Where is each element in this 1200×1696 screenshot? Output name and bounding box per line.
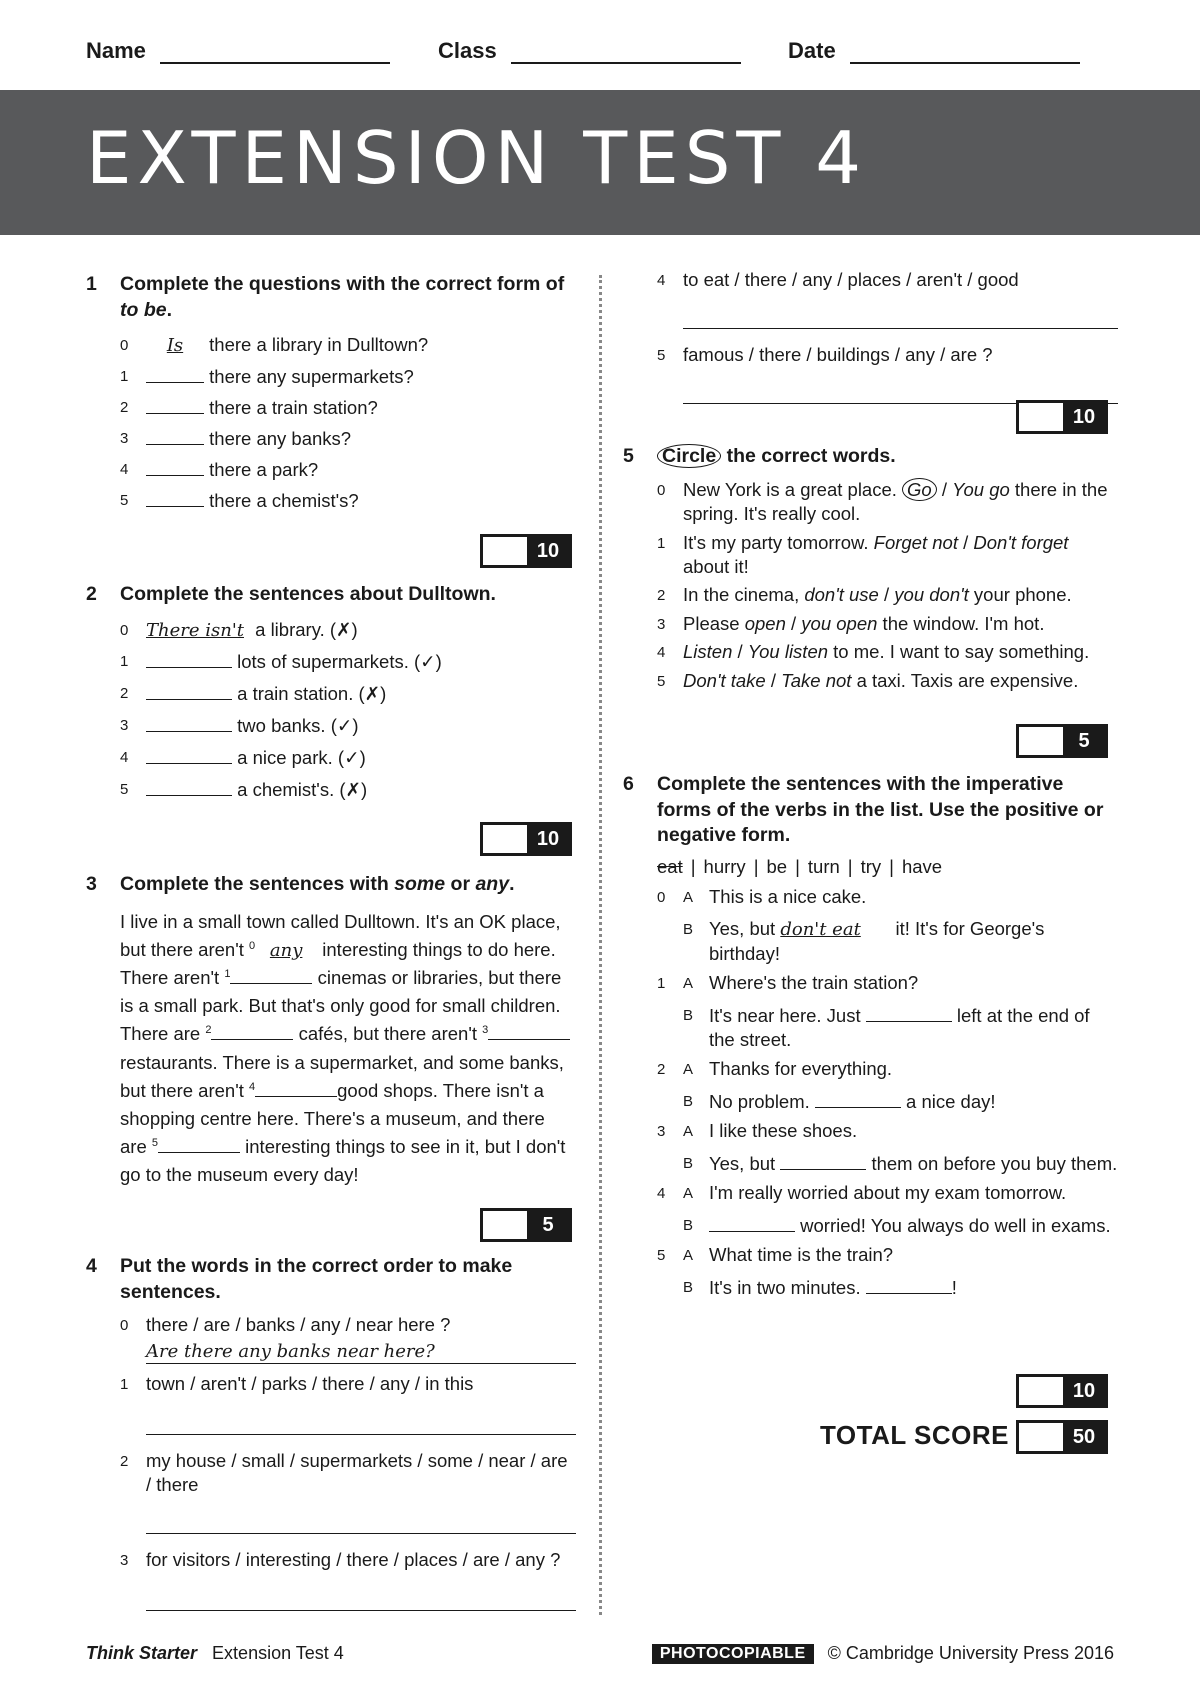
max-score: 10 [527,537,569,565]
exercise-5 [623,444,1118,772]
score-box[interactable] [1016,400,1108,434]
option[interactable]: Don't forget [973,531,1069,553]
word-list: eat | hurry | be | turn | try | have [657,856,943,878]
item-number: 2 [657,587,666,605]
max-score: 5 [1063,727,1105,755]
exercise-3-instruction: Complete the sentences with some or any. [120,873,515,895]
item-text: my house / small / supermarkets / some / near / are / there [146,1449,568,1495]
list-item [120,618,576,642]
score-box[interactable] [1016,724,1108,758]
exercise-6-dialogues [657,885,1118,1300]
list-item [657,343,1118,404]
option[interactable]: Take not [781,669,852,691]
answer-blank[interactable] [815,1089,901,1108]
exercise-5-heading [623,444,1118,470]
book-title: Think Starter [86,1643,198,1663]
total-score-box[interactable] [1016,1420,1108,1454]
item-text: famous / there / buildings / any / are ? [683,344,993,366]
list-item [120,364,576,389]
list-item: 5 Don't take / Take not a taxi. Taxis are expensive. [657,669,1118,693]
answer-blank[interactable] [866,1275,952,1294]
answer-blank[interactable] [146,457,204,476]
answer-blank[interactable] [146,745,232,764]
example-answer: any [269,939,303,961]
option[interactable]: you don't [894,584,969,606]
item-text: there any supermarkets? [209,365,414,387]
example-answer: There isn't [146,619,244,641]
cloze-paragraph: I live in a small town called Dulltown. It's an OK place, but there aren't $^0$ any interesting things to do here. There aren't $^1$ cinemas or libraries, but there is a small park. But that's only good for small children. There are $^2$ cafés, but there aren't $^3$ restaurants. There is a supermarket, and some banks, but there aren't $^4$ good shops. There isn't a shopping centre here. There's a museum, and there are $^5$ interesting things to see in it, but I don't go to the museum every day! [120,908,576,1189]
answer-blank[interactable] [230,965,312,984]
example-answer: don't eat [780,919,861,941]
item-number: 5 [120,781,129,799]
list-item: 4 Listen / You listen to me. I want to say something. [657,640,1118,664]
exercise-4-heading [86,1254,576,1305]
item-text: there / are / banks / any / near here ? [146,1314,451,1336]
date-field[interactable] [788,38,1080,64]
list-item [120,395,576,420]
item-number: 3 [120,429,129,447]
score-box[interactable] [1016,1374,1108,1408]
answer-blank[interactable] [709,1213,795,1232]
dialogue: 3 A I like these shoes. B Yes, but them on before you buy them. [657,1119,1118,1175]
list-item: 3 Please open / you open the window. I'm hot. [657,612,1118,636]
option[interactable]: don't use [804,584,879,606]
class-line[interactable] [511,40,741,64]
item-number: 0 [657,481,666,499]
item-number: 5 [120,492,129,510]
exercise-1-instruction: Complete the questions with the correct form of to be. [120,273,565,321]
option[interactable]: open [744,612,786,634]
answer-blank[interactable] [146,488,204,507]
exercise-number: 6 [623,773,634,795]
list-item [120,457,576,482]
date-line[interactable] [850,40,1080,64]
list-item [657,268,1118,329]
dialogue: 5 A What time is the train? B It's in two minutes. ! [657,1244,957,1299]
dialogue: 2 A Thanks for everything. B No problem. a nice day! [657,1057,996,1112]
total-max-score: 50 [1063,1423,1105,1451]
answer-blank[interactable] [866,1003,952,1022]
exercise-5-instruction: Circle the correct words. [657,444,896,470]
list-item [120,713,576,738]
word-item: try [860,856,882,878]
title-banner [0,90,1200,235]
dialogue: 4 A I'm really worried about my exam tomorrow. B worried! You always do well in exams. [657,1182,1111,1237]
score-box[interactable] [480,822,572,856]
answer-blank[interactable] [211,1021,293,1040]
answer-line[interactable] [683,308,1118,329]
item-number: 0 [120,1317,129,1335]
item-number: 2 [120,685,129,703]
item-text: there a chemist's? [209,490,359,512]
example-answer: Are there any banks near here? [146,1340,576,1364]
score-entry[interactable] [1019,727,1063,755]
exercise-number: 5 [623,445,634,467]
item-text: a library. (✗) [255,618,358,640]
exercise-2-items [120,618,576,803]
item-number: 5 [657,672,666,690]
item-number: 3 [120,717,129,735]
item-number: 5 [657,347,666,365]
item-text: a train station. (✗) [237,683,387,705]
answer-line[interactable] [146,1513,576,1534]
answer-blank[interactable] [488,1021,570,1040]
word-item: eat [657,856,683,878]
item-number: 2 [120,1452,129,1470]
list-item [120,1313,576,1363]
list-item [120,777,576,802]
exercise-1 [86,272,576,582]
answer-line[interactable] [146,1590,576,1611]
list-item [120,1449,576,1534]
score-box[interactable] [480,1208,572,1242]
score-entry[interactable] [1019,403,1063,431]
item-number: 1 [120,367,129,385]
name-line[interactable] [160,40,390,64]
max-score: 10 [1063,1377,1105,1405]
max-score: 10 [1063,403,1105,431]
list-item: 0 New York is a great place. Go / You go there in the spring. It's really cool. [657,478,1118,527]
list-item [120,745,576,770]
item-text: a chemist's. (✗) [237,779,368,801]
item-text: there any banks? [209,427,352,449]
exercise-number: 2 [86,583,97,605]
photocopiable-badge: PHOTOCOPIABLE [652,1644,814,1664]
list-item: 1 It's my party tomorrow. Forget not / Don't forget about it! [657,531,1118,580]
word-item: have [901,856,943,878]
item-number: 1 [120,653,129,671]
exercise-4-continued [623,268,1118,444]
list-item [120,1372,576,1435]
list-item [120,488,576,513]
exercise-1-items [120,333,576,513]
name-label: Name [86,38,146,63]
column-divider [599,275,602,1615]
example-answer: Is [166,335,184,357]
option[interactable]: Listen [683,641,733,663]
student-info-header [86,38,1114,70]
answer-blank[interactable] [255,1078,337,1097]
list-item [120,426,576,451]
option[interactable]: you open [801,612,878,634]
date-label: Date [788,38,836,63]
answer-blank[interactable] [146,649,232,668]
item-text: there a library in Dulltown? [209,334,429,356]
dialogue: 1 A Where's the train station? B It's near here. Just left at the end of the street. [657,971,1090,1050]
max-score: 5 [527,1211,569,1239]
item-number: 3 [120,1552,129,1570]
exercise-number: 1 [86,273,97,295]
word-item: hurry [703,856,746,878]
exercise-4-items [120,1313,576,1611]
list-item [120,649,576,674]
exercise-2 [86,582,576,872]
score-entry[interactable] [483,825,527,853]
word-item: be [766,856,788,878]
left-column [86,272,576,1611]
name-field[interactable] [86,38,390,64]
copyright: © Cambridge University Press 2016 [827,1643,1114,1663]
item-number: 4 [120,749,129,767]
list-item [120,1548,576,1611]
score-entry[interactable] [483,1211,527,1239]
word-item: turn [807,856,840,878]
max-score: 10 [527,825,569,853]
item-text: to eat / there / any / places / aren't / good [683,269,1019,290]
item-number: 1 [657,534,666,552]
page-footer [86,1643,1114,1669]
page-title: EXTENSION TEST 4 [86,116,868,200]
answer-blank[interactable] [158,1134,240,1153]
class-field[interactable] [438,38,741,64]
right-column [623,268,1118,1300]
answer-blank[interactable] [146,395,204,414]
list-item: 2 In the cinema, don't use / you don't your phone. [657,583,1118,607]
list-item [120,681,576,706]
item-number: 4 [120,461,129,478]
exercise-5-items [657,478,1118,693]
item-number: 4 [657,272,666,289]
score-entry[interactable] [483,537,527,565]
item-number: 2 [120,398,129,416]
item-text: there a train station? [209,396,378,418]
score-box[interactable] [480,534,572,568]
item-number: 0 [120,337,129,355]
exercise-1-heading [86,272,576,323]
answer-blank[interactable] [146,777,232,796]
option[interactable]: Don't take [683,669,766,691]
item-number: 4 [657,644,666,662]
exercise-4 [86,1254,576,1611]
score-entry[interactable] [1019,1377,1063,1405]
total-score-label: TOTAL SCORE [820,1420,1009,1450]
answer-blank[interactable] [780,1151,866,1170]
exercise-2-heading [86,582,576,608]
answer-blank[interactable] [146,713,232,732]
option[interactable]: You go [952,478,1010,500]
item-number: 0 [120,621,129,639]
exercise-number: 3 [86,873,97,895]
exercise-3-heading [86,872,576,898]
dialogue: 0 A This is a nice cake. B Yes, but don't eat it! It's for George's birthday! [657,886,1045,964]
item-text: lots of supermarkets. (✓) [237,651,442,673]
item-number: 1 [120,1375,129,1393]
answer-line[interactable] [146,1414,576,1435]
exercise-3 [86,872,576,1254]
exercise-number: 4 [86,1255,97,1277]
option[interactable]: You listen [747,641,829,663]
item-text: for visitors / interesting / there / places / are / any ? [146,1549,561,1571]
answer-blank[interactable] [146,426,204,445]
item-number: 3 [657,615,666,633]
selected-option[interactable]: Go [902,478,937,501]
item-text: two banks. (✓) [237,715,359,737]
exercise-2-instruction: Complete the sentences about Dulltown. [120,583,496,605]
exercise-6 [623,772,1118,1300]
option[interactable]: Forget not [873,531,958,553]
class-label: Class [438,38,497,63]
item-text: there a park? [209,459,319,480]
item-text: a nice park. (✓) [237,747,366,769]
exercise-4-items-continued [657,268,1118,404]
item-text: town / aren't / parks / there / any / in this [146,1372,474,1394]
list-item [120,333,576,357]
total-score-entry[interactable] [1019,1423,1063,1451]
exercise-4-instruction: Put the words in the correct order to make sentences. [120,1255,513,1303]
answer-blank[interactable] [146,681,232,700]
exercise-6-heading [623,772,1118,849]
exercise-6-instruction: Complete the sentences with the imperative forms of the verbs in the list. Use the positive or negative form. [657,773,1104,847]
answer-blank[interactable] [146,364,204,383]
test-name: Extension Test 4 [212,1643,344,1663]
